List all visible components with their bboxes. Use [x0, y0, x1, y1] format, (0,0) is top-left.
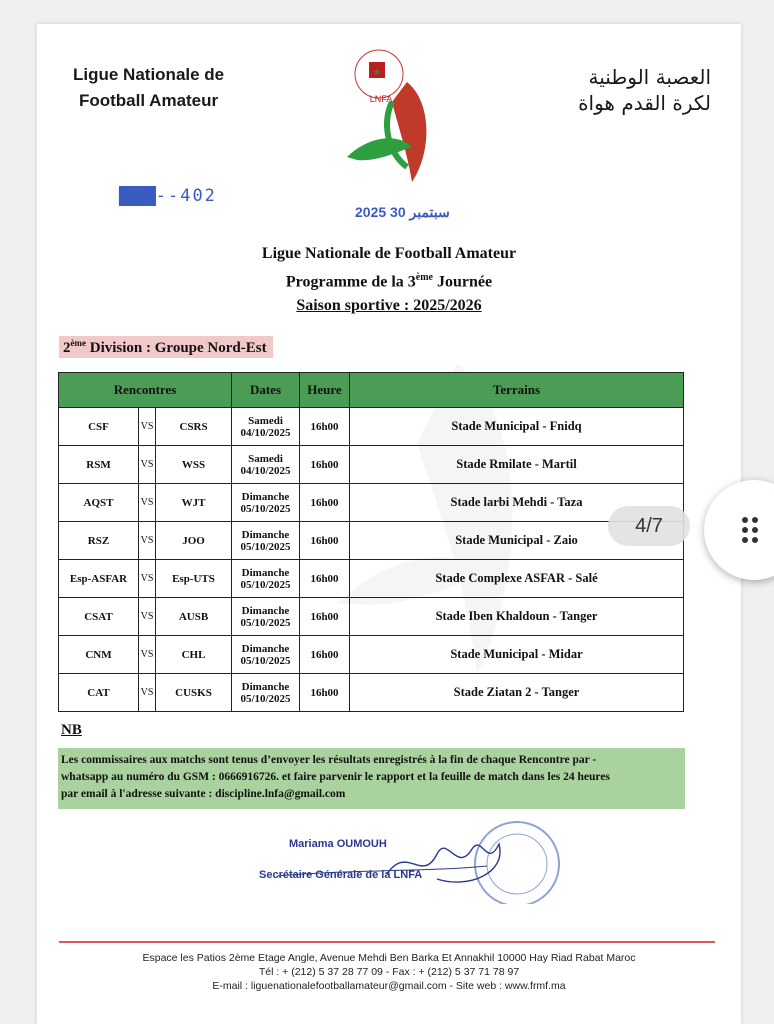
away-team: CUSKS: [156, 674, 232, 712]
match-date-value: 05/10/2025: [240, 654, 291, 667]
match-time: 16h00: [300, 408, 350, 446]
match-time: 16h00: [300, 484, 350, 522]
vs-label: VS: [139, 674, 156, 712]
stamp-date: 2025 سبتمبر 30: [355, 204, 450, 220]
match-day: Dimanche: [241, 528, 290, 541]
match-date: [232, 674, 300, 712]
match-time: 16h00: [300, 636, 350, 674]
match-date-value: 05/10/2025: [240, 578, 291, 591]
vs-label: VS: [139, 446, 156, 484]
home-team: CSAT: [59, 598, 139, 636]
match-date-value: 05/10/2025: [240, 540, 291, 553]
home-team: CSF: [59, 408, 139, 446]
match-time: 16h00: [300, 560, 350, 598]
match-time: 16h00: [300, 598, 350, 636]
away-team: CHL: [156, 636, 232, 674]
home-team: CNM: [59, 636, 139, 674]
match-date: [232, 560, 300, 598]
match-day: Dimanche: [241, 566, 290, 579]
home-team: RSM: [59, 446, 139, 484]
away-team: Esp-UTS: [156, 560, 232, 598]
match-date-value: 04/10/2025: [240, 426, 291, 439]
vs-label: VS: [139, 636, 156, 674]
schedule-table: [58, 372, 684, 712]
table-row: [59, 446, 684, 484]
match-venue: Stade Municipal - Midar: [350, 636, 684, 674]
match-day: Dimanche: [241, 642, 290, 655]
table-row: [59, 484, 684, 522]
away-team: AUSB: [156, 598, 232, 636]
signatory-name: Mariama OUMOUH: [289, 838, 387, 850]
table-row: [59, 560, 684, 598]
match-date-value: 04/10/2025: [240, 464, 291, 477]
table-row: [59, 674, 684, 712]
match-day: Samedi: [248, 414, 283, 427]
header-rencontres: Rencontres: [59, 373, 232, 408]
match-venue: Stade Municipal - Fnidq: [350, 408, 684, 446]
reference-stamp: ▇▇▇--402: [119, 186, 217, 206]
match-time: 16h00: [300, 522, 350, 560]
away-team: WJT: [156, 484, 232, 522]
match-date: [232, 408, 300, 446]
match-date: [232, 522, 300, 560]
match-venue: Stade Ziatan 2 - Tanger: [350, 674, 684, 712]
page-indicator: 4/7: [608, 506, 690, 546]
match-date-value: 05/10/2025: [240, 502, 291, 515]
match-venue: Stade Iben Khaldoun - Tanger: [350, 598, 684, 636]
match-day: Dimanche: [241, 490, 290, 503]
match-date: [232, 636, 300, 674]
footer-divider: [59, 941, 715, 943]
away-team: JOO: [156, 522, 232, 560]
match-date: [232, 484, 300, 522]
page-title: Ligue Nationale de Football Amateur Programme de la 3ème Journée Saison sportive : 2025/2026: [261, 245, 517, 315]
away-team: WSS: [156, 446, 232, 484]
match-date: [232, 598, 300, 636]
vs-label: VS: [139, 598, 156, 636]
match-venue: Stade Complexe ASFAR - Salé: [350, 560, 684, 598]
home-team: RSZ: [59, 522, 139, 560]
match-day: Dimanche: [241, 604, 290, 617]
match-venue: Stade Municipal - Zaio: [350, 522, 684, 560]
home-team: AQST: [59, 484, 139, 522]
match-day: Samedi: [248, 452, 283, 465]
svg-text:LNFA: LNFA: [369, 94, 393, 104]
signatory-title: Secrétaire Générale de la LNFA: [259, 869, 423, 881]
vs-label: VS: [139, 522, 156, 560]
table-row: [59, 636, 684, 674]
league-name-arabic: العصبة الوطنية لكرة القدم هواة: [578, 65, 711, 115]
header-heure: Heure: [300, 373, 350, 408]
table-row: [59, 598, 684, 636]
instructions-note: Les commissaires aux matchs sont tenus d’envoyer les résultats enregistrés à la fin de chaque Rencontre par - whatsapp au numéro du GSM : 0666916726. et faire parvenir le rapport et la feuille de match dans les 24 heures par email à l'adresse suivante : discipline.lnfa@gmail.com: [58, 748, 685, 809]
match-venue: Stade Rmilate - Martil: [350, 446, 684, 484]
division-label: 2ème Division : Groupe Nord-Est: [59, 336, 273, 358]
match-time: 16h00: [300, 446, 350, 484]
lnfa-logo: [337, 42, 447, 187]
away-team: CSRS: [156, 408, 232, 446]
match-venue: Stade larbi Mehdi - Taza: [350, 484, 684, 522]
match-date-value: 05/10/2025: [240, 692, 291, 705]
header-terrains: Terrains: [350, 373, 684, 408]
match-date: [232, 446, 300, 484]
footer-contact: Espace les Patios 2ème Etage Angle, Avenue Mehdi Ben Barka Et Annakhil 10000 Hay Riad Rabat Maroc Tél : + (212) 5 37 28 77 09 - Fax : + (212) 5 37 71 78 97 E-mail : liguenationalefootballamateur@gmail.com - Site web : www.frmf.ma: [142, 952, 636, 992]
home-team: CAT: [59, 674, 139, 712]
vs-label: VS: [139, 484, 156, 522]
vs-label: VS: [139, 560, 156, 598]
league-name-french: Ligue Nationale de Football Amateur: [73, 65, 225, 110]
table-row: [59, 408, 684, 446]
match-time: 16h00: [300, 674, 350, 712]
table-header-row: [59, 373, 684, 408]
home-team: Esp-ASFAR: [59, 560, 139, 598]
table-row: [59, 522, 684, 560]
signature-stamp: [237, 814, 567, 904]
match-date-value: 05/10/2025: [240, 616, 291, 629]
nb-label: NB: [61, 722, 82, 738]
match-day: Dimanche: [241, 680, 290, 693]
header-dates: Dates: [232, 373, 300, 408]
vs-label: VS: [139, 408, 156, 446]
more-options-icon[interactable]: [740, 515, 770, 545]
